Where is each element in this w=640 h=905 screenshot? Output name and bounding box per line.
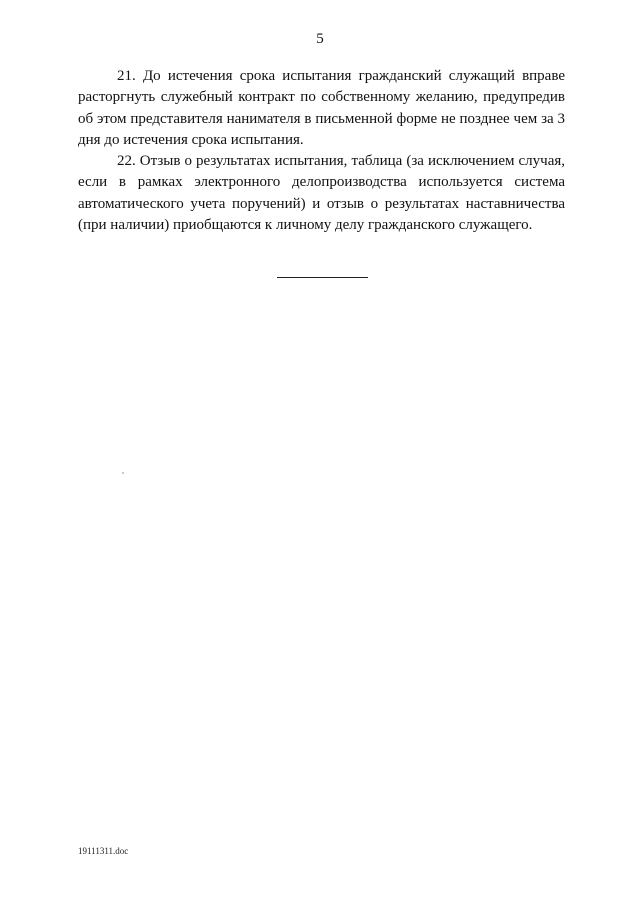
- paragraph-22: 22. Отзыв о результатах испытания, таблица (за исключением случая, если в рамках электронного делопроизводства используется система автоматического учета поручений) и отзыв о результатах наставничества (при наличии) приобщаются к личному делу гражданского служащего.: [78, 153, 565, 234]
- document-file-code: 19111311.doc: [78, 846, 129, 856]
- document-body: [78, 66, 565, 236]
- page-number: 5: [316, 31, 324, 47]
- scan-speck: [122, 472, 124, 474]
- paragraph-21: 21. До истечения срока испытания гражданский служащий вправе расторгнуть служебный контракт по собственному желанию, предупредив об этом представителя нанимателя в письменной форме не позднее чем за 3 дня до истечения срока испытания.: [78, 68, 565, 148]
- section-divider: [277, 277, 368, 278]
